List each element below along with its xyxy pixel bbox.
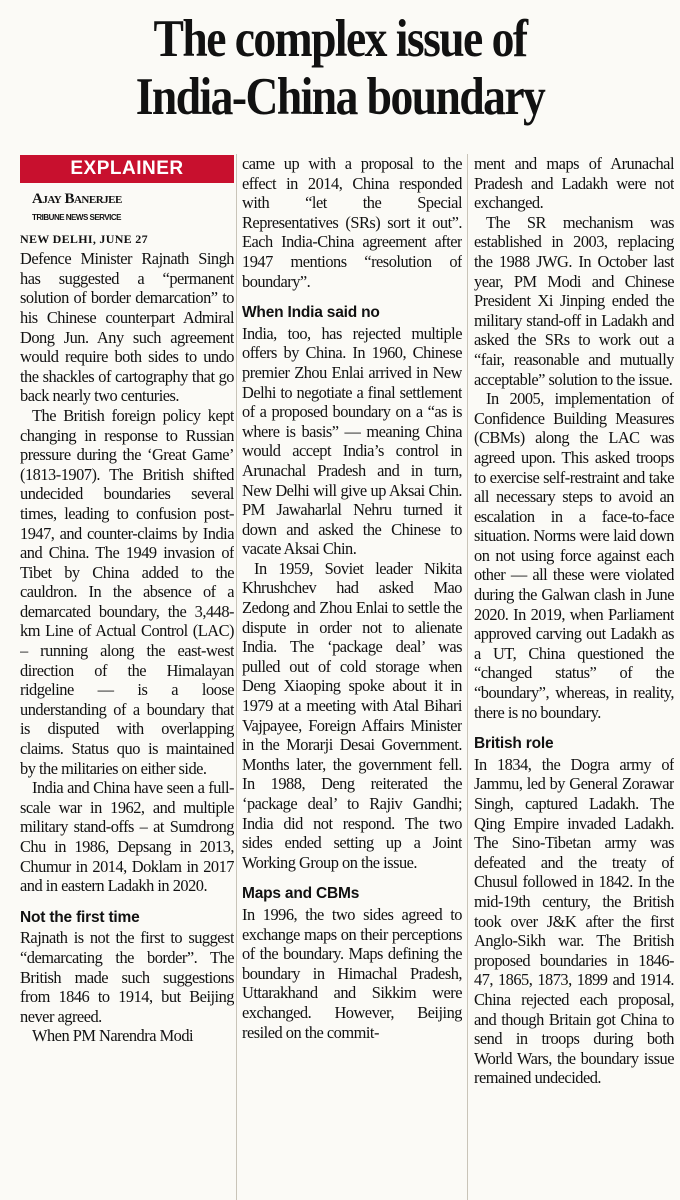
byline-service: TRIBUNE NEWS SERVICE bbox=[32, 213, 121, 222]
lead-paragraph bbox=[20, 228, 234, 406]
article-paragraph: came up with a proposal to the effect in 2014, China responded with “let the Special Representatives (SRs) sort it out”. Each India-China agreement after 1947 mentions “resolution of boundary”. bbox=[242, 154, 462, 291]
article-text: Defence Minister Rajnath Singh has suggested a “permanent solution of border demarcation” to his Chinese counterpart Admiral Dong Jun. Any such agreement would require both sides to undo the shackles of cartography that go back nearly two centuries. bbox=[20, 249, 234, 406]
section-heading: Not the first time bbox=[20, 908, 140, 926]
column-1 bbox=[20, 155, 234, 1200]
byline-author: Ajay Banerjee bbox=[32, 191, 122, 207]
article-paragraph: India, too, has rejected multiple offers by China. In 1960, Chinese premier Zhou Enlai arrived in New Delhi to negotiate a final settlement of a proposed boundary on a “as is where is basis” — meaning China would accept India’s control in Arunachal Pradesh and in turn, New Delhi will give up Aksai Chin. PM Jawaharlal Nehru turned it down and asked the Chinese to vacate Aksai Chin. bbox=[242, 323, 462, 559]
article-paragraph: The British foreign policy kept changing in response to Russian pressure during the ‘Great Game’ (1813-1907). The British shifted undecided boundaries several times, leading to confusion post-1947, and counter-claims by India and China. The 1949 invasion of Tibet by China added to the cauldron. In the absence of a demarcated boundary, the 3,448-km Line of Actual Control (LAC) – running along the east-west direction of the Himalayan ridgeline — is a loose understanding of a boundary that is disputed with overlapping claims. Status quo is maintained by the militaries on either side. bbox=[20, 405, 234, 778]
headline-line-2: India-China boundary bbox=[135, 68, 545, 126]
article-paragraph: The SR mechanism was established in 2003, replacing the 1988 JWG. In October last year, PM Modi and Chinese President Xi Jinping ended the military stand-off in Ladakh and asked the SRs to work out a “fair, reasonable and mutually acceptable” solution to the issue. bbox=[474, 212, 674, 389]
column-divider bbox=[467, 154, 468, 1200]
article-paragraph: In 1834, the Dogra army of Jammu, led by General Zorawar Singh, captured Ladakh. The Qing Empire invaded Ladakh. The Sino-Tibetan army was defeated and the treaty of Chusul followed in 1842. In the mid-19th century, the British took over J&K after the first Anglo-Sikh war. The British proposed boundaries in 1846-47, 1865, 1873, 1899 and 1914. China rejected each proposal, and though Britain got China to send in troops during both World Wars, the boundary issue remained undecided. bbox=[474, 754, 674, 1088]
article-paragraph: In 1959, Soviet leader Nikita Khrushchev had asked Mao Zedong and Zhou Enlai to settle the dispute in order not to alienate India. The ‘package deal’ was pulled out of cold storage when Deng Xiaoping spoke about it in 1979 at a meeting with Atal Bihari Vajpayee, Foreign Affairs Minister in the Morarji Desai Government. Months later, the government fell. In 1988, Deng reiterated the ‘package deal’ to Rajiv Gandhi; India did not respond. The two sides ended setting up a Joint Working Group on the issue. bbox=[242, 558, 462, 872]
article-paragraph: In 2005, implementation of Confidence Building Measures (CBMs) along the LAC was agreed upon. This asked troops to exercise self-restraint and take all necessary steps to avoid an escalation in a face-to-face situation. Norms were laid down on not using force against each other — all these were violated during the Galwan clash in June 2020. In 2019, when Parliament approved carving out Ladakh as a UT, China questioned the “changed status” of the “boundary”, whereas, in reality, there is no boundary. bbox=[474, 389, 674, 722]
column-3 bbox=[474, 154, 674, 1200]
column-divider bbox=[236, 154, 237, 1200]
article-paragraph: ment and maps of Arunachal Pradesh and Ladakh were not exchanged. bbox=[474, 154, 674, 213]
dateline: NEW DELHI, JUNE 27 bbox=[20, 231, 148, 246]
section-heading: British role bbox=[474, 735, 554, 753]
article-paragraph: India and China have seen a full-scale war in 1962, and multiple military stand-offs – at Sumdrong Chu in 1986, Depsang in 2013, Chumur in 2014, Doklam in 2017 and in eastern Ladakh in 2020. bbox=[20, 778, 234, 896]
article-paragraph: Rajnath is not the first to suggest “demarcating the border”. The British made such suggestions from 1846 to 1914, but Beijing never agreed. bbox=[20, 928, 234, 1026]
headline bbox=[48, 10, 633, 126]
section-heading: Maps and CBMs bbox=[242, 885, 360, 903]
article-paragraph: In 1996, the two sides agreed to exchange maps on their perceptions of the boundary. Maps defining the boundary in Himachal Pradesh, Uttarakhand and Sikkim were exchanged. However, Beijing resiled on the commit- bbox=[242, 904, 462, 1042]
headline-line-1: The complex issue of bbox=[153, 10, 527, 68]
column-2 bbox=[242, 154, 462, 1200]
section-heading: When India said no bbox=[242, 304, 380, 322]
article-paragraph: When PM Narendra Modi bbox=[32, 1026, 194, 1046]
explainer-label: EXPLAINER bbox=[20, 155, 234, 183]
